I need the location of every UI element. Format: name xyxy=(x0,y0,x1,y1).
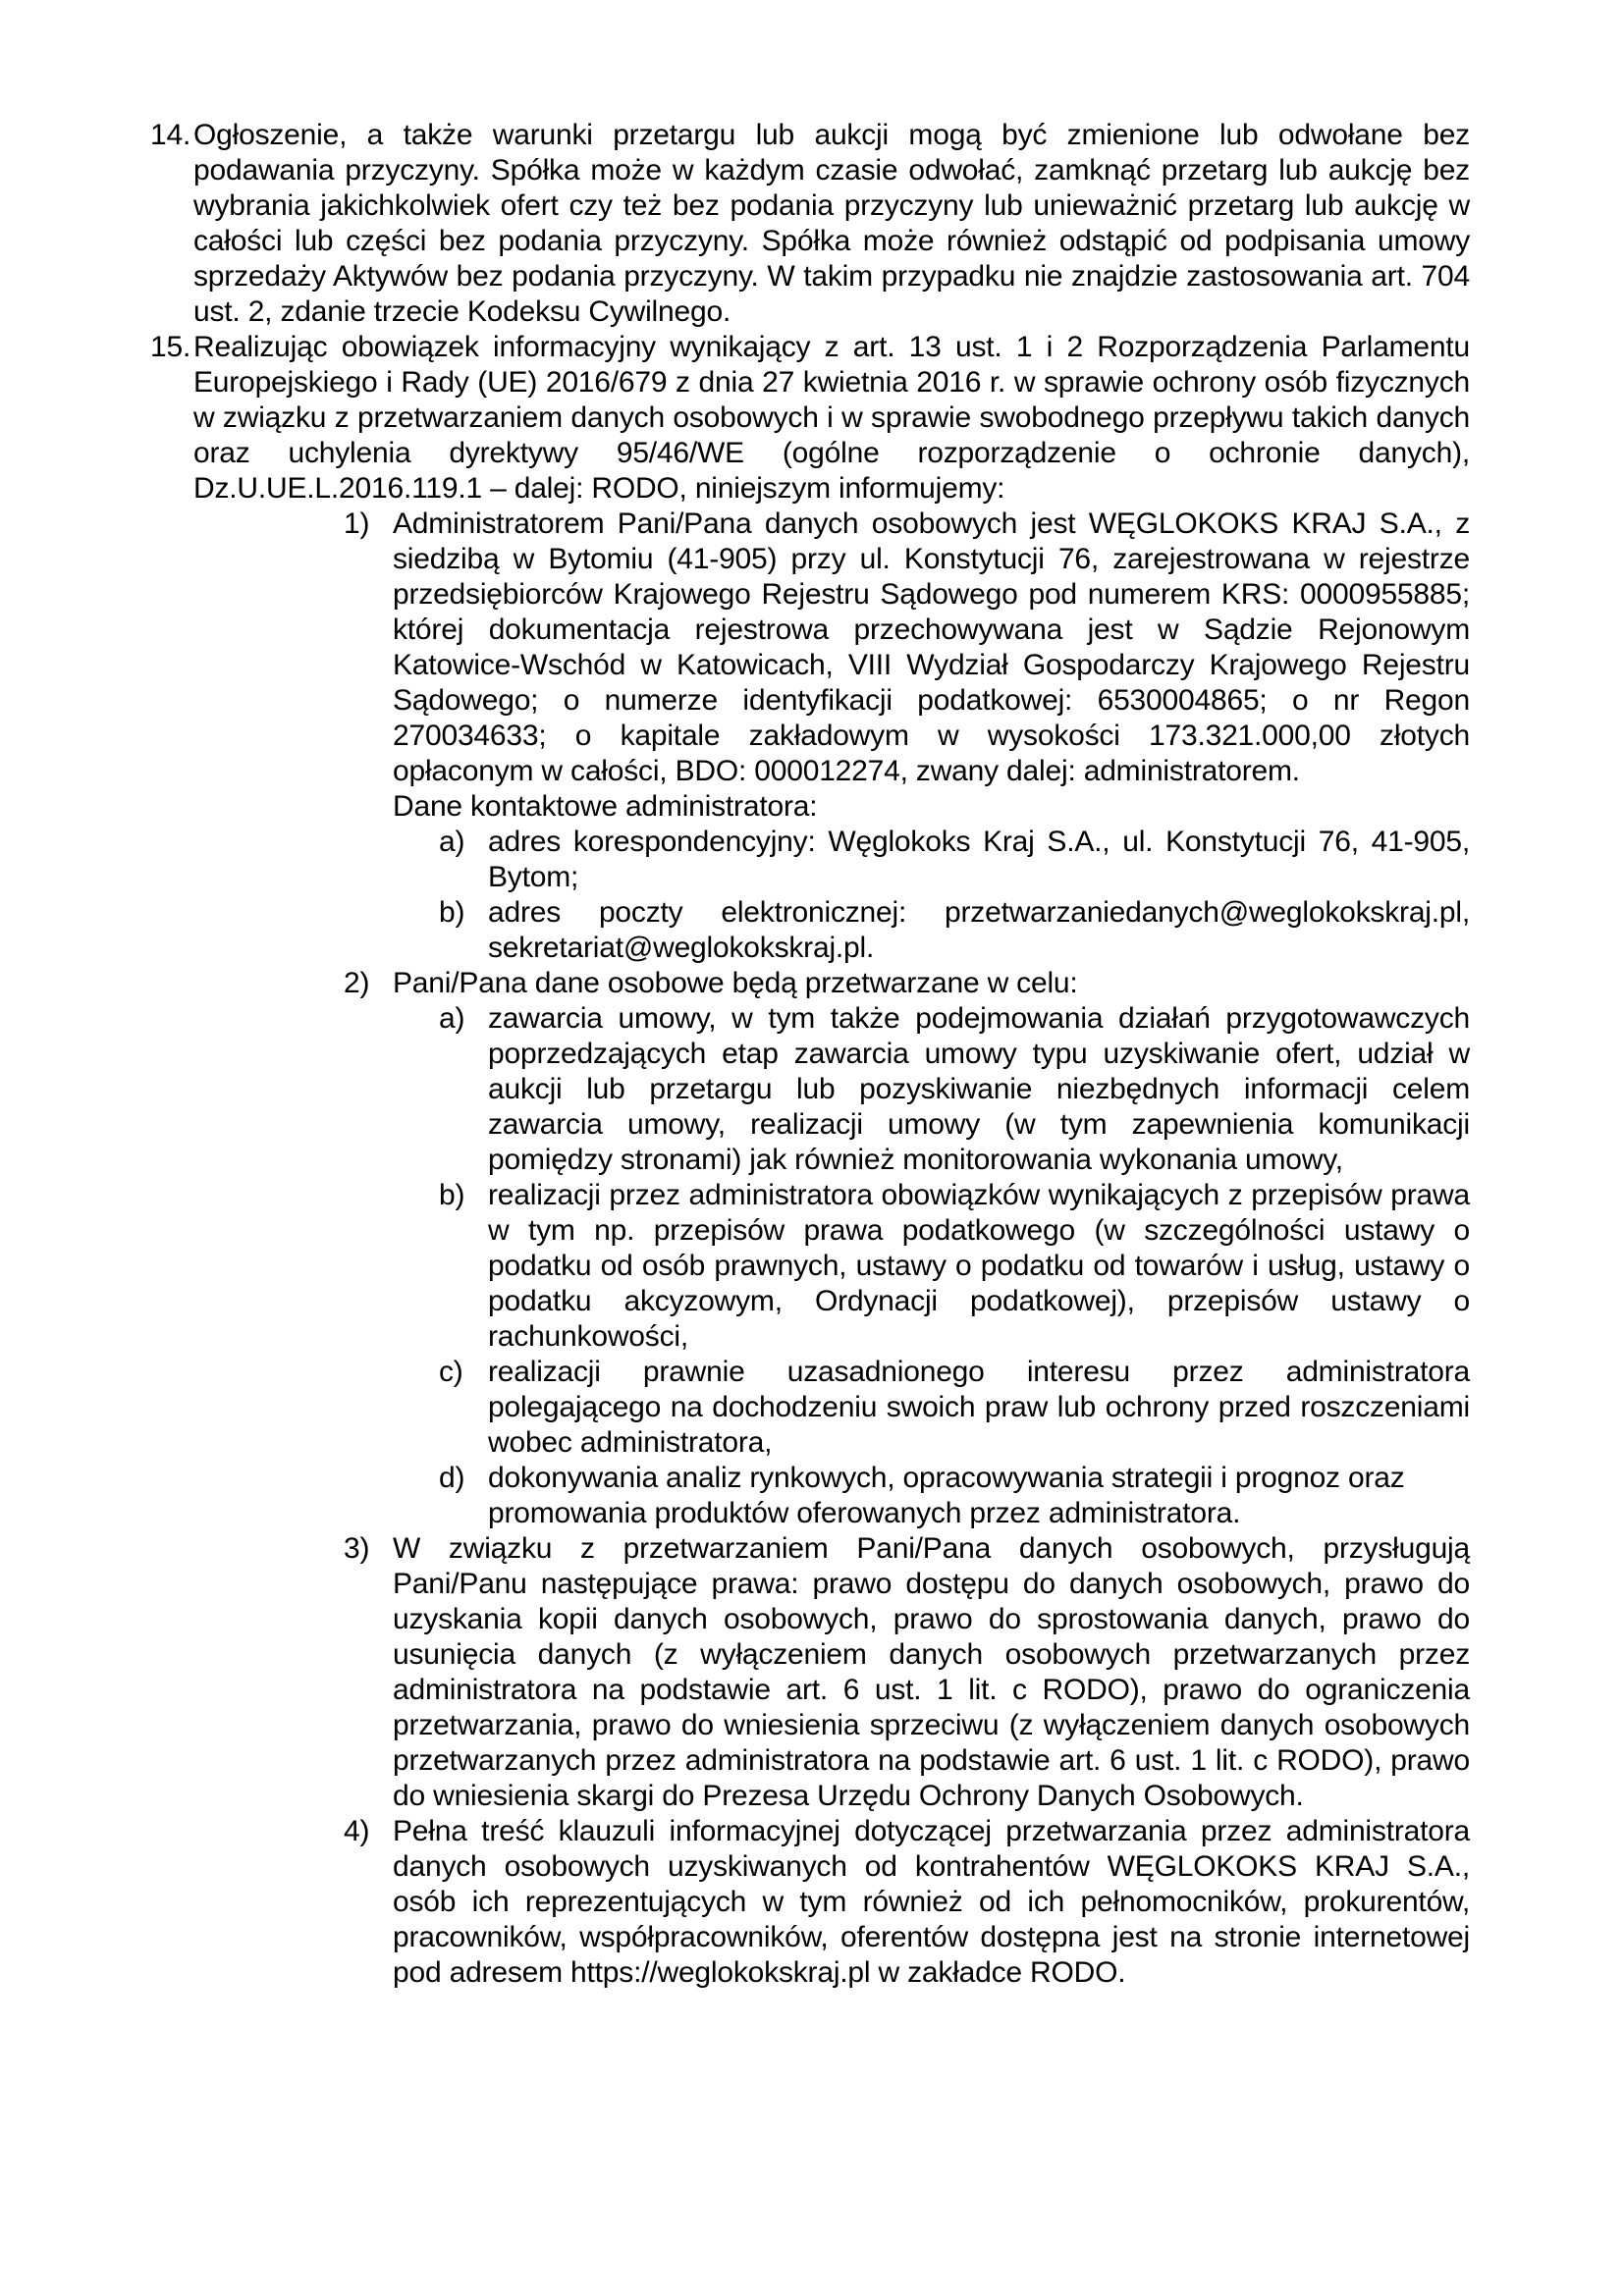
list-marker: 1) xyxy=(344,507,370,540)
list-item-text: Pełna treść klauzuli informacyjnej dotyczącej przetwarzania przez administratora danych osobowych uzyskiwanych od kontrahentów WĘGLOKOKS KRAJ S.A., osób ich reprezentujących w tym również od ich pełnomocników, prokurentów, pracowników, współpracowników, oferentów dostępna jest na stronie internetowej pod adresem https://weglokokskraj.pl w zakładce RODO. xyxy=(393,1815,1470,1989)
list-marker: 3) xyxy=(344,1532,370,1565)
list-item-text: W związku z przetwarzaniem Pani/Pana danych osobowych, przysługują Pani/Panu następujące prawa: prawo dostępu do danych osobowych, prawo do uzyskania kopii danych osobowych, prawo do sprostowania danych, prawo do usunięcia danych (z wyłączeniem danych osobowych przetwarzanych przez administratora na podstawie art. 6 ust. 1 lit. c RODO), prawo do ograniczenia przetwarzania, prawo do wniesienia sprzeciwu (z wyłączeniem danych osobowych przetwarzanych przez administratora na podstawie art. 6 ust. 1 lit. c RODO), prawo do wniesienia skargi do Prezesa Urzędu Ochrony Danych Osobowych. xyxy=(393,1532,1470,1812)
list-item-2a xyxy=(439,1001,1470,1178)
list-marker: b) xyxy=(439,1179,465,1211)
list-item-4 xyxy=(344,1814,1470,1991)
contact-heading-text: Dane kontaktowe administratora: xyxy=(393,790,818,823)
list-item-2 xyxy=(344,966,1470,1001)
list-marker: d) xyxy=(439,1462,465,1494)
list-item-text: Ogłoszenie, a także warunki przetargu lub aukcji mogą być zmienione lub odwołane bez podawania przyczyny. Spółka może w każdym czasie odwołać, zamknąć przetarg lub aukcję bez wybrania jakichkolwiek ofert czy też bez podania przyczyny lub unieważnić przetarg lub aukcję w całości lub części bez podania przyczyny. Spółka może również odstąpić od podpisania umowy sprzedaży Aktywów bez podania przyczyny. W takim przypadku nie znajdzie zastosowania art. 704 ust. 2, zdanie trzecie Kodeksu Cywilnego. xyxy=(193,119,1470,328)
contact-heading xyxy=(393,789,1470,825)
list-item-text: adres poczty elektronicznej: przetwarzaniedanych@weglokokskraj.pl, sekretariat@weglokokskraj.pl. xyxy=(488,896,1470,964)
list-item-2d xyxy=(439,1461,1470,1531)
list-item-text: dokonywania analiz rynkowych, opracowywania strategii i prognoz oraz promowania produktów oferowanych przez administratora. xyxy=(488,1462,1405,1529)
list-item-text: realizacji prawnie uzasadnionego interesu przez administratora polegającego na dochodzeniu swoich praw lub ochrony przed roszczeniami wobec administratora, xyxy=(488,1356,1470,1459)
list-marker: a) xyxy=(439,1002,465,1035)
list-marker: c) xyxy=(439,1356,463,1388)
list-marker: b) xyxy=(439,896,465,929)
list-marker: 4) xyxy=(344,1815,370,1847)
list-item-text: realizacji przez administratora obowiązków wynikających z przepisów prawa w tym np. przepisów prawa podatkowego (w szczególności ustawy o podatku od osób prawnych, ustawy o podatku od towarów i usług, ustawy o podatku akcyzowym, Ordynacji podatkowej), przepisów ustawy o rachunkowości, xyxy=(488,1179,1470,1353)
list-marker: 14. xyxy=(150,119,191,151)
list-item-2b xyxy=(439,1178,1470,1355)
list-marker: 2) xyxy=(344,967,370,999)
list-item-contact-b xyxy=(439,895,1470,966)
list-item-text: zawarcia umowy, w tym także podejmowania działań przygotowawczych poprzedzających etap zawarcia umowy typu uzyskiwanie ofert, udział w aukcji lub przetargu lub pozyskiwanie niezbędnych informacji celem zawarcia umowy, realizacji umowy (w tym zapewnienia komunikacji pomiędzy stronami) jak również monitorowania wykonania umowy, xyxy=(488,1002,1470,1176)
list-item-3 xyxy=(344,1531,1470,1814)
list-item-text: Realizując obowiązek informacyjny wynikający z art. 13 ust. 1 i 2 Rozporządzenia Parlamentu Europejskiego i Rady (UE) 2016/679 z dnia 27 kwietnia 2016 r. w sprawie ochrony osób fizycznych w związku z przetwarzaniem danych osobowych i w sprawie swobodnego przepływu takich danych oraz uchylenia dyrektywy 95/46/WE (ogólne rozporządzenie o ochronie danych), Dz.U.UE.L.2016.119.1 – dalej: RODO, niniejszym informujemy: xyxy=(193,331,1470,505)
list-marker: 15. xyxy=(150,331,191,363)
list-item-contact-a xyxy=(439,825,1470,895)
list-item-text: adres korespondencyjny: Węglokoks Kraj S.A., ul. Konstytucji 76, 41-905, Bytom; xyxy=(488,826,1470,893)
list-item-text: Pani/Pana dane osobowe będą przetwarzane w celu: xyxy=(393,967,1078,999)
list-item-15 xyxy=(150,330,1470,507)
list-item-14 xyxy=(150,118,1470,330)
list-item-text: Administratorem Pani/Pana danych osobowych jest WĘGLOKOKS KRAJ S.A., z siedzibą w Bytomiu (41-905) przy ul. Konstytucji 76, zarejestrowana w rejestrze przedsiębiorców Krajowego Rejestru Sądowego pod numerem KRS: 0000955885; której dokumentacja rejestrowa przechowywana jest w Sądzie Rejonowym Katowice-Wschód w Katowicach, VIII Wydział Gospodarczy Krajowego Rejestru Sądowego; o numerze identyfikacji podatkowej: 6530004865; o nr Regon 270034633; o kapitale zakładowym w wysokości 173.321.000,00 złotych opłaconym w całości, BDO: 000012274, zwany dalej: administratorem. xyxy=(393,507,1470,787)
list-marker: a) xyxy=(439,826,465,858)
list-item-1 xyxy=(344,507,1470,789)
list-item-2c xyxy=(439,1355,1470,1461)
